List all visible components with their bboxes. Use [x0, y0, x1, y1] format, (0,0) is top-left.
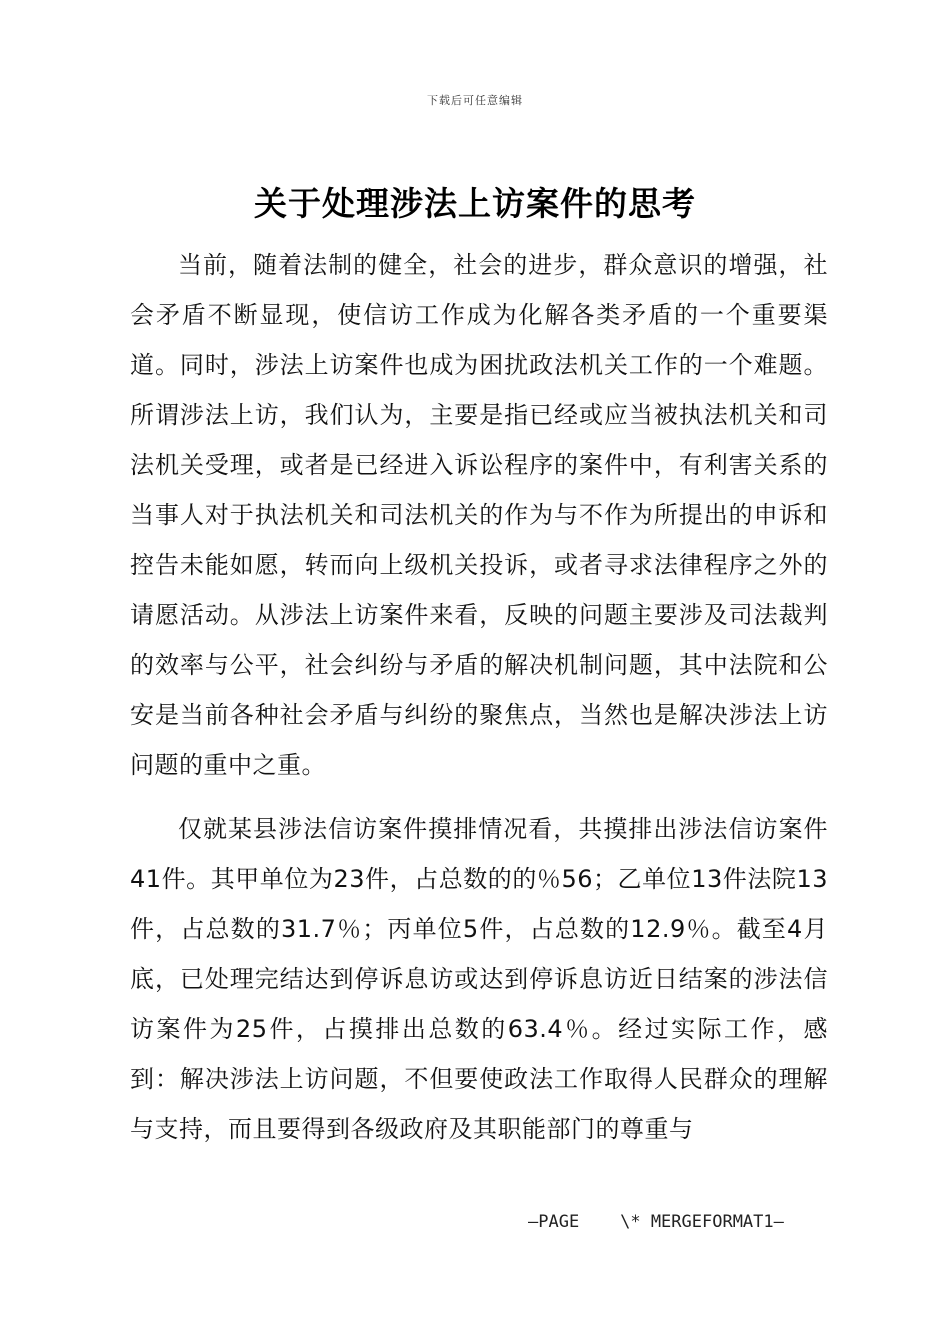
document-title: 关于处理涉法上访案件的思考 — [254, 184, 696, 223]
paragraph-1: 当前，随着法制的健全，社会的进步，群众意识的增强，社会矛盾不断显现，使信访工作成为化解各类矛盾的一个重要渠道。同时，涉法上访案件也成为困扰政法机关工作的一个难题。所谓涉法上访，我们认为，主要是指已经或应当被执法机关和司法机关受理，或者是已经进入诉讼程序的案件中，有利害关系的当事人对于执法机关和司法机关的作为与不作为所提出的申诉和控告未能如愿，转而向上级机关投诉，或者寻求法律程序之外的请愿活动。从涉法上访案件来看，反映的问题主要涉及司法裁判的效率与公平，社会纠纷与矛盾的解决机制问题，其中法院和公安是当前各种社会矛盾与纠纷的聚焦点，当然也是解决涉法上访问题的重中之重。 — [130, 251, 828, 779]
page-footer: —PAGE \* MERGEFORMAT1— — [528, 1212, 784, 1232]
header-note: 下载后可任意编辑 — [427, 94, 523, 107]
paragraph-2: 仅就某县涉法信访案件摸排情况看，共摸排出涉法信访案件41件。其甲单位为23件，占总数的的％56；乙单位13件法院13件，占总数的31.7％；丙单位5件，占总数的12.9％。截至4月底，已处理完结达到停诉息访或达到停诉息访近日结案的涉法信访案件为25件，占摸排出总数的63.4％。经过实际工作，感到：解决涉法上访问题，不但要使政法工作取得人民群众的理解与支持，而且要得到各级政府及其职能部门的尊重与 — [130, 815, 828, 1143]
